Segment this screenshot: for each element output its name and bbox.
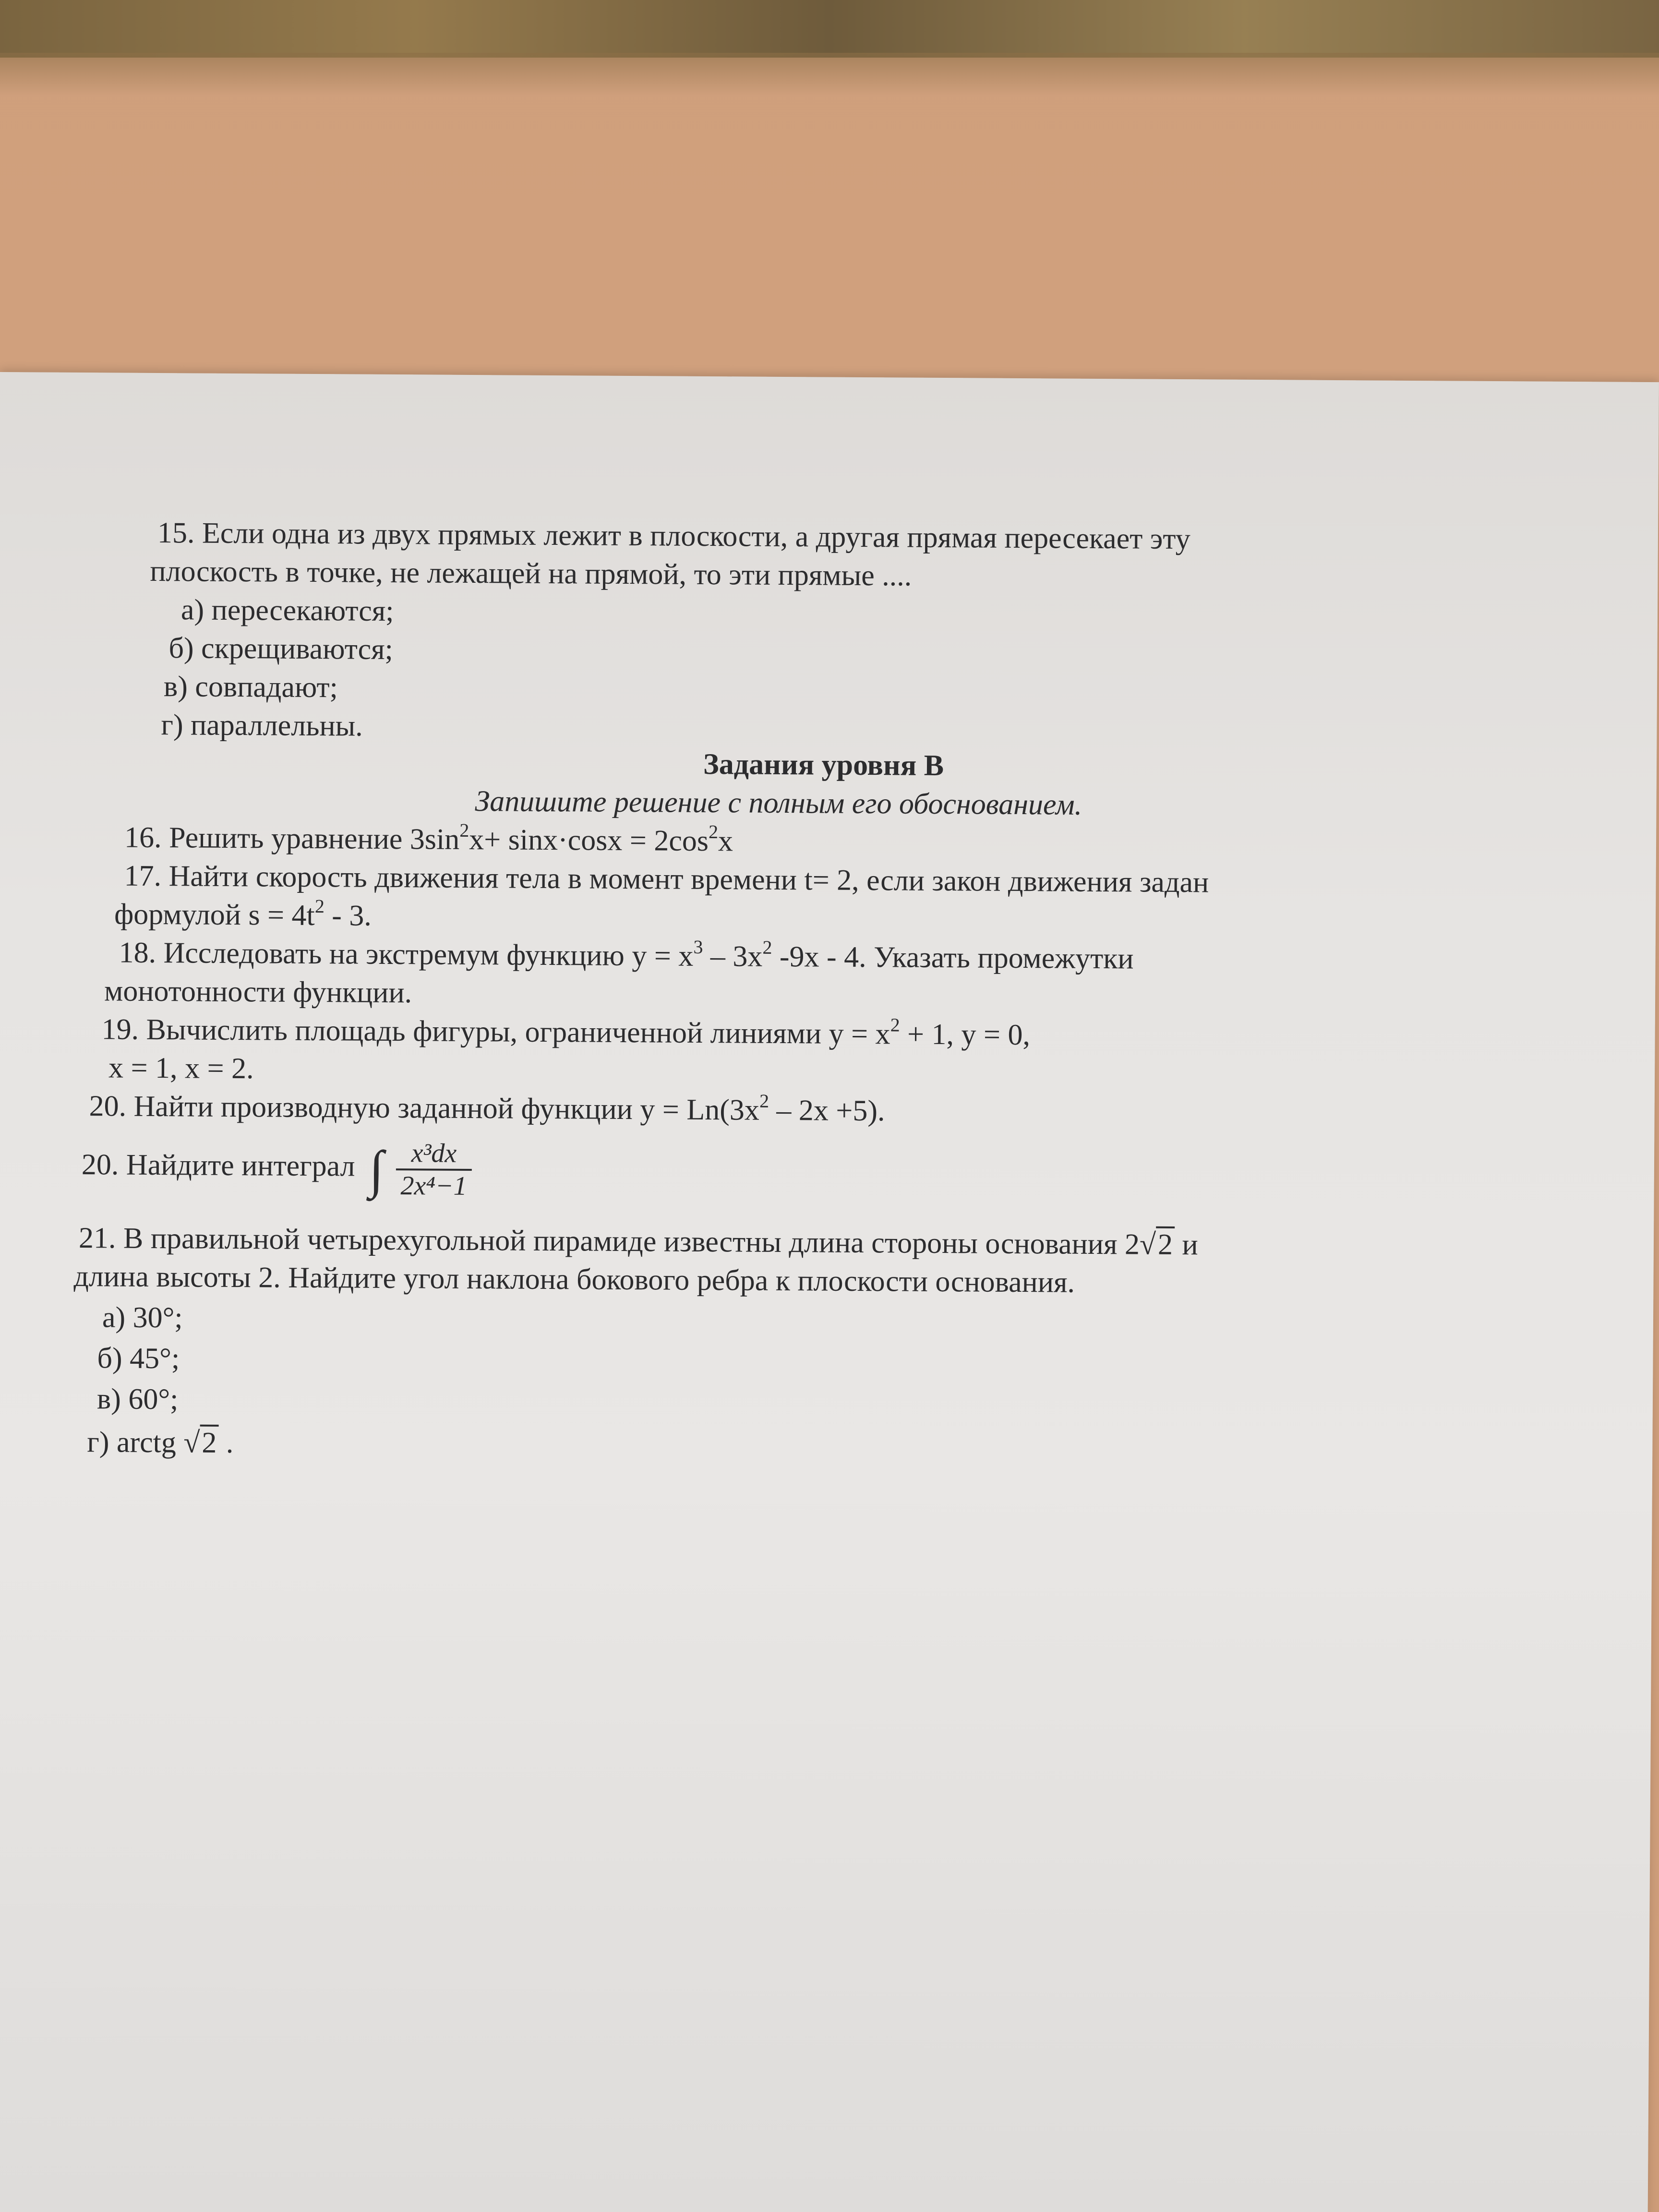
section-heading: Задания уровня В	[703, 747, 944, 782]
q18-line1-mid: – 3x	[703, 939, 763, 973]
section-subheading: Запишите решение с полным его обоснованием.	[475, 785, 1082, 821]
sqrt-radicand: 2	[1156, 1226, 1175, 1261]
q21-option-d	[87, 1421, 234, 1464]
q15-option-c: в) совпадают;	[163, 670, 338, 704]
q15-line2: плоскость в точке, не лежащей на прямой, то эти прямые ....	[150, 554, 912, 592]
q21-line2: длина высоты 2. Найдите угол наклона бокового ребра к плоскости основания.	[73, 1260, 1075, 1299]
integral-fraction	[396, 1138, 472, 1202]
q16-mid: x+ sinx·cosx = 2cos	[469, 823, 709, 858]
q15-option-d: г) параллельны.	[161, 709, 363, 743]
sqrt-sign: √	[183, 1426, 200, 1459]
sqrt-sign: √	[1139, 1228, 1156, 1261]
q21-option-b: б) 45°;	[97, 1342, 180, 1375]
q17-line2	[114, 893, 372, 936]
q21-line1-suffix: и	[1174, 1228, 1198, 1262]
fraction-denominator: 2x⁴−1	[400, 1170, 467, 1201]
q21-d-sqrt	[183, 1422, 219, 1463]
q15-option-a: а) пересекаются;	[180, 593, 394, 628]
q16-sup2: 2	[708, 821, 719, 843]
q17-sup: 2	[314, 895, 325, 917]
q18-line2: монотонности функции.	[104, 974, 412, 1010]
integral-sign: ∫	[369, 1140, 384, 1199]
q15-line1: 15. Если одна из двух прямых лежит в плоскости, а другая прямая пересекает эту	[157, 517, 1190, 556]
q17-line2-prefix: формулой s = 4t	[114, 898, 315, 932]
sqrt-radicand: 2	[200, 1425, 218, 1459]
q16-prefix: 16. Решить уравнение 3sin	[124, 821, 460, 856]
q19-line2: x = 1, x = 2.	[108, 1051, 254, 1085]
edge-shadow	[0, 53, 1659, 96]
q15-option-b: б) скрещиваются;	[168, 632, 394, 666]
q17-line2-suffix: - 3.	[324, 899, 372, 932]
q19-line1-suffix: + 1, y = 0,	[900, 1018, 1031, 1052]
q16-sup1: 2	[459, 819, 469, 841]
q20a-sup: 2	[759, 1090, 769, 1112]
q20b-prefix: 20. Найдите интеграл	[81, 1148, 355, 1183]
q20a-suffix: – 2x +5).	[769, 1094, 885, 1128]
q19-sup: 2	[890, 1014, 900, 1036]
q21-option-a: а) 30°;	[102, 1301, 183, 1334]
q20-derivative	[89, 1085, 885, 1131]
q18-line1-prefix: 18. Исследовать на экстремум функцию y = x	[119, 936, 694, 973]
q19-line1-prefix: 19. Вычислить площадь фигуры, ограниченной линиями y = x	[101, 1013, 890, 1051]
q21-line1-prefix: 21. В правильной четырехугольной пирамиде известны длина стороны основания 2	[78, 1222, 1140, 1261]
q18-sup2: 2	[762, 936, 772, 958]
q18-sup1: 3	[693, 936, 703, 958]
q20a-prefix: 20. Найти производную заданной функции y = Ln(3x	[89, 1090, 760, 1127]
wooden-edge	[0, 0, 1659, 58]
q21-option-c: в) 60°;	[96, 1382, 179, 1416]
fraction-numerator: x³dx	[396, 1138, 472, 1171]
q21-d-prefix: г) arctg	[87, 1426, 184, 1459]
q21-d-suffix: .	[218, 1426, 234, 1460]
q16	[124, 817, 733, 862]
q20-integral	[81, 1131, 472, 1202]
q18-line1-suffix: -9x - 4. Указать промежутки	[772, 940, 1134, 975]
q17-line1: 17. Найти скорость движения тела в момент времени t= 2, если закон движения задан	[124, 859, 1209, 899]
worksheet-paper	[0, 372, 1659, 2212]
q21-sqrt	[1140, 1224, 1175, 1265]
q16-suffix: x	[718, 825, 733, 858]
